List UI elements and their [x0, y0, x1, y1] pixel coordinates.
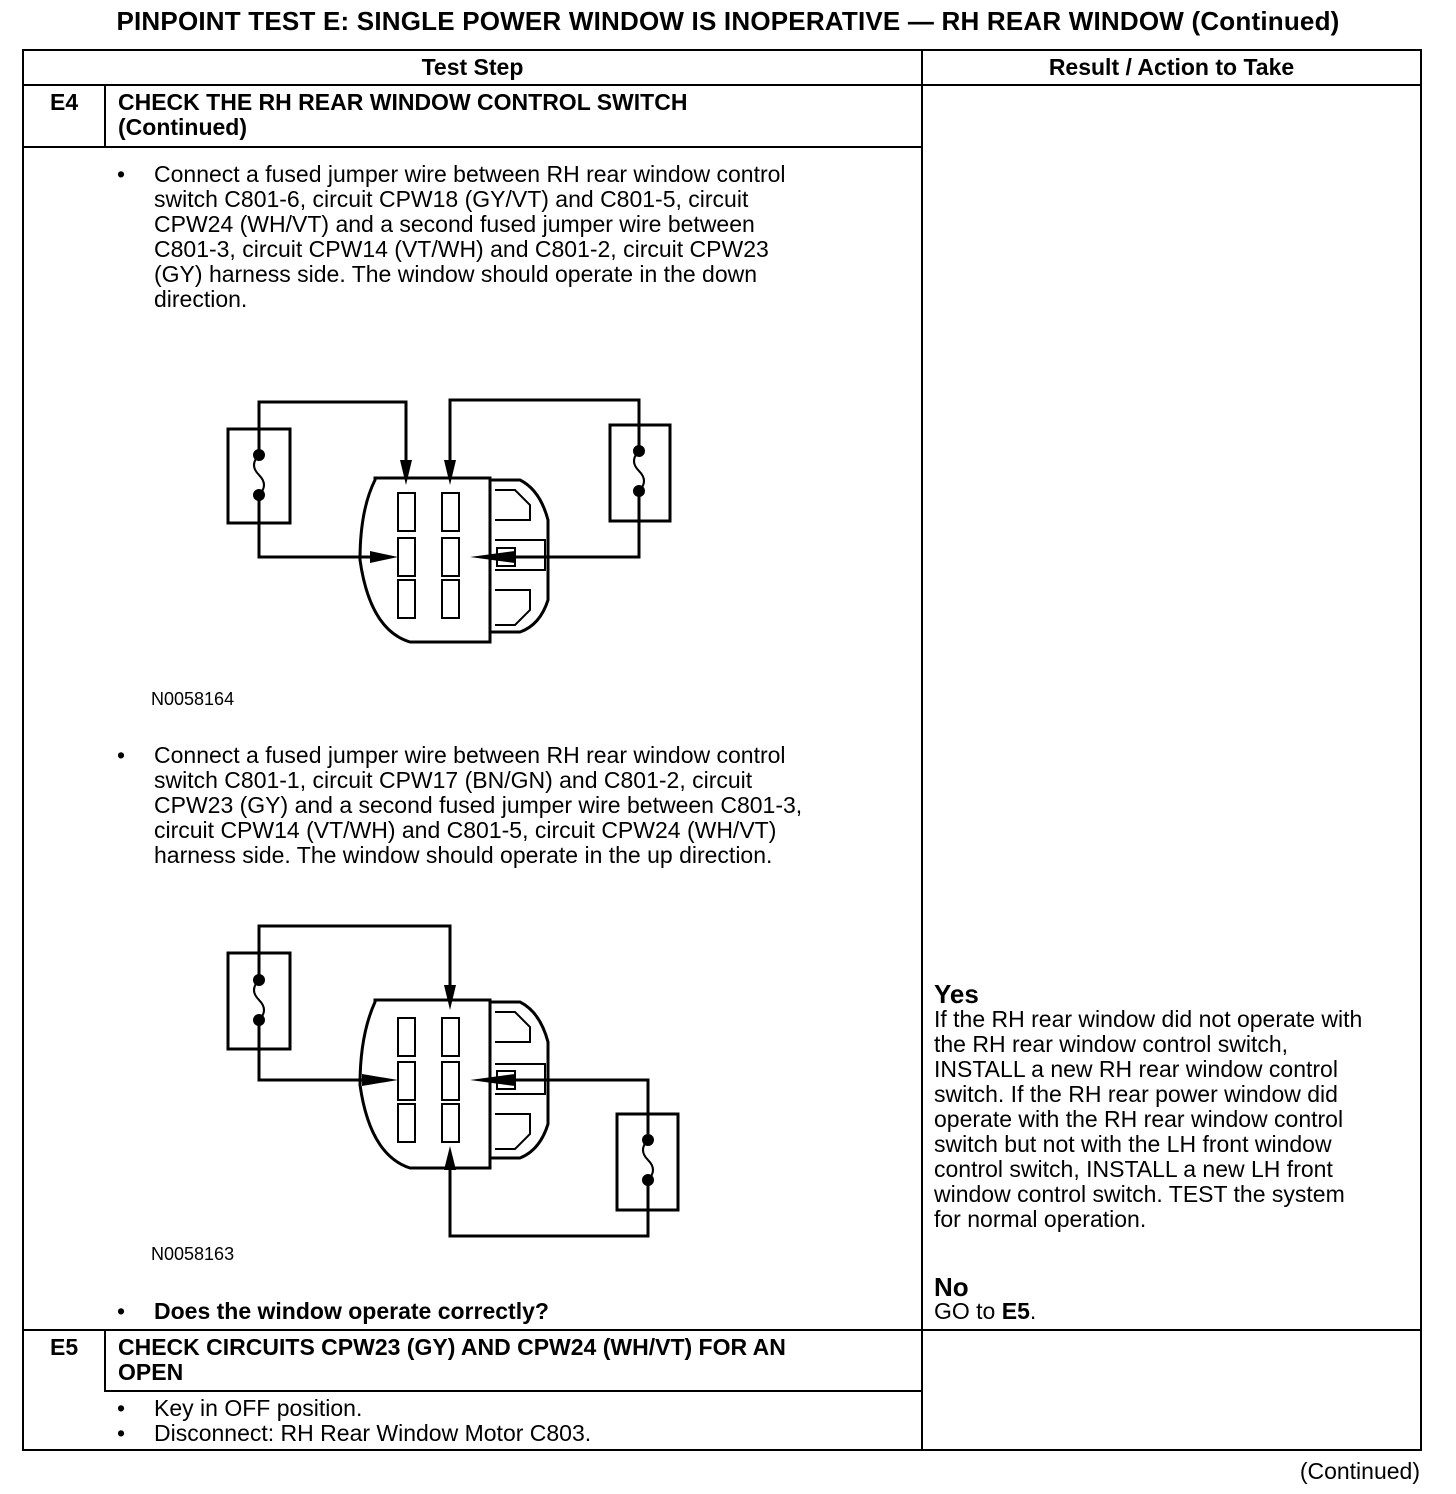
- text-line: direction.: [154, 286, 248, 312]
- figure-id-1: N0058164: [151, 689, 235, 709]
- jumper-wire: [259, 495, 370, 557]
- bullet-marker: •: [117, 1420, 126, 1446]
- step-heading-e4-line1: CHECK THE RH REAR WINDOW CONTROL SWITCH: [118, 89, 688, 115]
- text-line: operate with the RH rear window control: [934, 1106, 1344, 1132]
- e5-heading-divider: [104, 1390, 922, 1392]
- text-line: Connect a fused jumper wire between RH rear window control: [154, 742, 786, 768]
- result-no-text: [934, 1299, 1036, 1324]
- text-line: control switch, INSTALL a new LH front: [934, 1156, 1333, 1182]
- go-to-suffix: .: [1029, 1298, 1037, 1324]
- e4-heading-divider: [22, 146, 922, 148]
- go-to-prefix: GO to: [934, 1298, 1002, 1324]
- bullet-marker: •: [117, 161, 126, 187]
- text-line: switch C801-1, circuit CPW17 (BN/GN) and C801-2, circuit: [154, 767, 753, 793]
- continued-note: (Continued): [1299, 1458, 1420, 1484]
- text-line: circuit CPW14 (VT/WH) and C801-5, circuit CPW24 (WH/VT): [154, 817, 777, 843]
- jumper-wire: [515, 491, 639, 557]
- step-heading-e4-line2: (Continued): [118, 114, 248, 140]
- text-line: (GY) harness side. The window should operate in the down: [154, 261, 758, 287]
- step-heading-e5-line1: CHECK CIRCUITS CPW23 (GY) AND CPW24 (WH/VT) FOR AN: [118, 1334, 786, 1360]
- text-line: CPW24 (WH/VT) and a second fused jumper wire between: [154, 211, 755, 237]
- e4-question: Does the window operate correctly?: [154, 1298, 549, 1324]
- text-line: Connect a fused jumper wire between RH rear window control: [154, 161, 786, 187]
- text-line: for normal operation.: [934, 1206, 1147, 1232]
- header-divider: [22, 84, 1422, 86]
- bullet-marker: •: [117, 742, 126, 768]
- column-header-test-step: Test Step: [421, 54, 524, 80]
- step-id-e4: E4: [50, 89, 79, 115]
- connector-c801: [360, 1000, 490, 1168]
- e5-row-divider: [22, 1329, 1422, 1331]
- jumper-wire: [515, 1080, 648, 1140]
- figure-id-2: N0058163: [151, 1244, 235, 1264]
- text-line: window control switch. TEST the system: [934, 1181, 1345, 1207]
- text-line: harness side. The window should operate in the up direction.: [154, 842, 773, 868]
- step-id-divider-e4: [104, 84, 106, 146]
- bullet-marker: •: [117, 1298, 126, 1324]
- page-title: PINPOINT TEST E: SINGLE POWER WINDOW IS INOPERATIVE — RH REAR WINDOW (Continued): [116, 6, 1340, 36]
- text-line: C801-3, circuit CPW14 (VT/WH) and C801-2, circuit CPW23: [154, 236, 769, 262]
- step-id-e5: E5: [50, 1334, 79, 1360]
- column-divider: [921, 49, 923, 1451]
- text-line: switch C801-6, circuit CPW18 (GY/VT) and C801-5, circuit: [154, 186, 749, 212]
- text-line: the RH rear window control switch,: [934, 1031, 1289, 1057]
- column-header-result: Result / Action to Take: [1048, 54, 1295, 80]
- text-line: INSTALL a new RH rear window control: [934, 1056, 1338, 1082]
- jumper-wire: [259, 402, 406, 460]
- result-no-label: No: [934, 1272, 969, 1302]
- bullet-marker: •: [117, 1395, 126, 1421]
- step-id-divider-e5: [104, 1329, 106, 1391]
- jumper-wire: [259, 926, 450, 985]
- text-line: CPW23 (GY) and a second fused jumper wire between C801-3,: [154, 792, 803, 818]
- step-heading-e5-line2: OPEN: [118, 1359, 184, 1385]
- e5-instruction-2: Disconnect: RH Rear Window Motor C803.: [154, 1420, 592, 1446]
- text-line: switch but not with the LH front window: [934, 1131, 1332, 1157]
- result-yes-label: Yes: [934, 979, 979, 1009]
- text-line: switch. If the RH rear power window did: [934, 1081, 1338, 1107]
- wiring-diagram-up: [215, 915, 695, 1245]
- text-line: If the RH rear window did not operate with: [934, 1006, 1363, 1032]
- go-to-step-link[interactable]: E5: [1001, 1298, 1030, 1324]
- e5-instruction-1: Key in OFF position.: [154, 1395, 363, 1421]
- wiring-diagram-down: [215, 390, 685, 660]
